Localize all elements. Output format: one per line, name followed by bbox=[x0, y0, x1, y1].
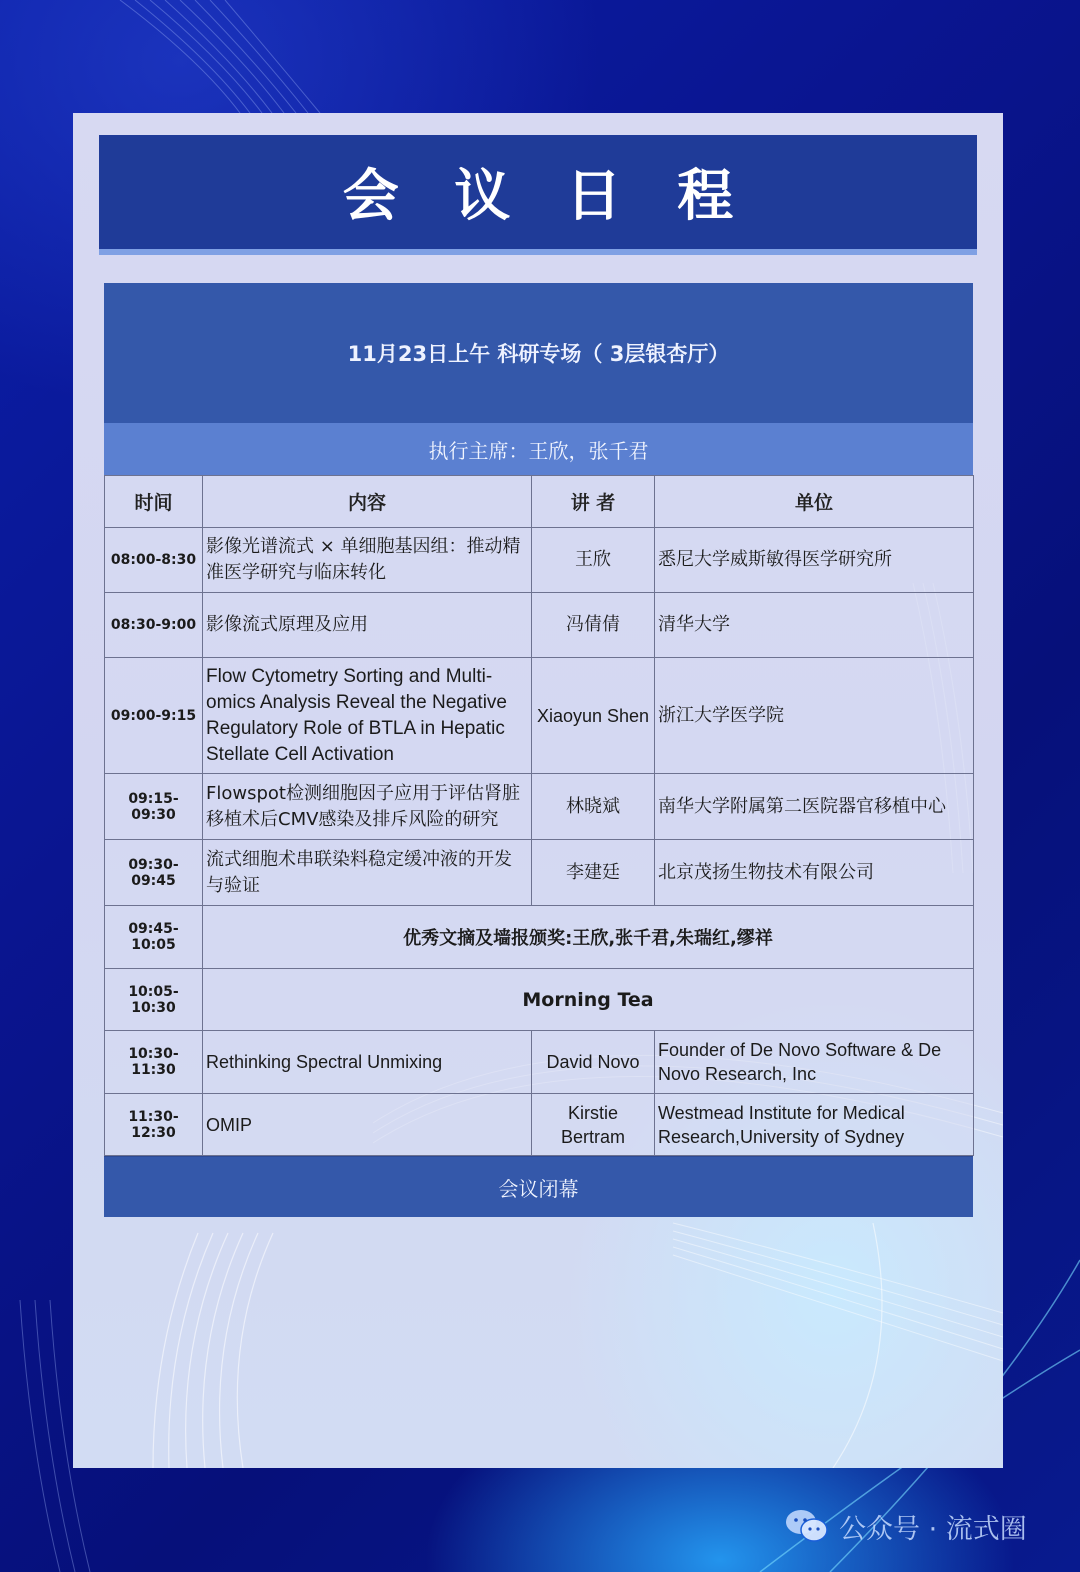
speaker-cell: 李建廷 bbox=[532, 840, 655, 906]
table-row bbox=[105, 658, 974, 774]
unit-cell: 悉尼大学威斯敏得医学研究所 bbox=[655, 528, 974, 593]
speaker-cell: Xiaoyun Shen bbox=[532, 658, 655, 774]
unit-cell: 北京茂扬生物技术有限公司 bbox=[655, 840, 974, 906]
unit-cell: Westmead Institute for Medical Research,University of Sydney bbox=[655, 1094, 974, 1156]
content-cell: Rethinking Spectral Unmixing bbox=[203, 1031, 532, 1094]
column-header-speaker: 讲 者 bbox=[532, 476, 655, 528]
content-cell: Flow Cytometry Sorting and Multi-omics Analysis Reveal the Negative Regulatory Role of BTLA in Hepatic Stellate Cell Activation bbox=[203, 658, 532, 774]
watermark-text: 公众号 · 流式圈 bbox=[839, 1513, 1027, 1545]
content-cell: 影像流式原理及应用 bbox=[203, 593, 532, 658]
table-header-row bbox=[105, 476, 974, 528]
time-cell: 11:30-12:30 bbox=[105, 1094, 203, 1156]
content-text: Flowspot检测细胞因子应用于评估肾脏移植术后CMV感染及排斥风险的研究 bbox=[206, 782, 520, 830]
table-row bbox=[105, 1094, 974, 1156]
speaker-cell: David Novo bbox=[532, 1031, 655, 1094]
column-header-unit: 单位 bbox=[655, 476, 974, 528]
speaker-cell: 冯倩倩 bbox=[532, 593, 655, 658]
content-cell: OMIP bbox=[203, 1094, 532, 1156]
time-cell: 09:15-09:30 bbox=[105, 774, 203, 840]
title-banner bbox=[99, 135, 977, 255]
time-cell: 10:05-10:30 bbox=[105, 969, 203, 1031]
table-row bbox=[105, 593, 974, 658]
time-cell: 08:30-9:00 bbox=[105, 593, 203, 658]
unit-cell: Founder of De Novo Software & De Novo Research, Inc bbox=[655, 1031, 974, 1094]
schedule-table bbox=[104, 475, 974, 1156]
table-row bbox=[105, 840, 974, 906]
session-header: 11月23日上午 科研专场（ 3层银杏厅） bbox=[104, 283, 973, 423]
wechat-icon bbox=[785, 1508, 829, 1544]
schedule-card bbox=[73, 113, 1003, 1468]
unit-cell: 清华大学 bbox=[655, 593, 974, 658]
speaker-cell: Kirstie Bertram bbox=[532, 1094, 655, 1156]
content-cell bbox=[203, 774, 532, 840]
unit-cell: 南华大学附属第二医院器官移植中心 bbox=[655, 774, 974, 840]
content-cell: 流式细胞术串联染料稳定缓冲液的开发与验证 bbox=[203, 840, 532, 906]
time-cell: 09:00-9:15 bbox=[105, 658, 203, 774]
table-row bbox=[105, 528, 974, 593]
time-cell: 10:30-11:30 bbox=[105, 1031, 203, 1094]
time-cell: 08:00-8:30 bbox=[105, 528, 203, 593]
column-header-content: 内容 bbox=[203, 476, 532, 528]
closing-banner: 会议闭幕 bbox=[104, 1156, 973, 1217]
content-cell: 影像光谱流式 × 单细胞基因组：推动精准医学研究与临床转化 bbox=[203, 528, 532, 593]
table-row bbox=[105, 1031, 974, 1094]
award-ceremony-cell: 优秀文摘及墙报颁奖:王欣,张千君,朱瑞红,缪祥 bbox=[203, 906, 974, 969]
speaker-cell: 林晓斌 bbox=[532, 774, 655, 840]
table-row-award bbox=[105, 906, 974, 969]
watermark bbox=[785, 1506, 1027, 1546]
time-cell: 09:30-09:45 bbox=[105, 840, 203, 906]
morning-tea-cell: Morning Tea bbox=[203, 969, 974, 1031]
speaker-cell: 王欣 bbox=[532, 528, 655, 593]
column-header-time: 时间 bbox=[105, 476, 203, 528]
unit-cell: 浙江大学医学院 bbox=[655, 658, 974, 774]
session-chairs: 执行主席：王欣，张千君 bbox=[104, 423, 973, 475]
table-row bbox=[105, 774, 974, 840]
page-title: 会 议 日 程 bbox=[342, 164, 752, 229]
schedule-table-block bbox=[104, 283, 973, 1217]
time-cell: 09:45-10:05 bbox=[105, 906, 203, 969]
table-row-break bbox=[105, 969, 974, 1031]
